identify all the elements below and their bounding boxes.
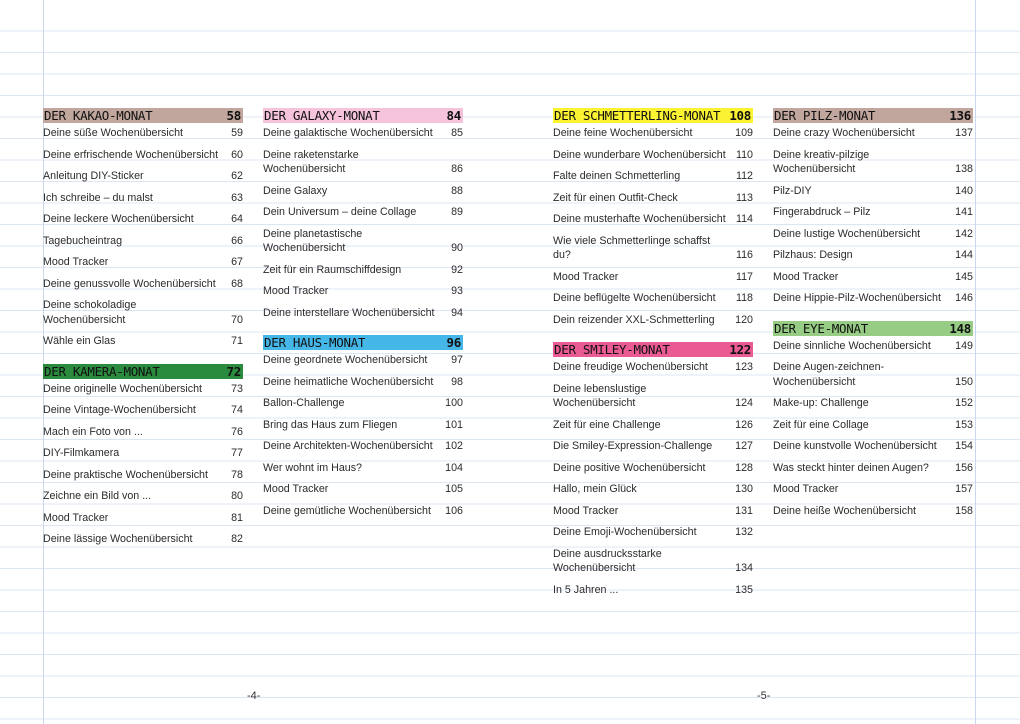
entry-page-number: 67 bbox=[231, 256, 243, 268]
section-header bbox=[773, 321, 973, 336]
entry-page-number: 153 bbox=[955, 418, 973, 431]
toc-column-1 bbox=[43, 108, 243, 562]
section-title: DER HAUS-MONAT bbox=[264, 335, 366, 350]
section-title: DER PILZ-MONAT bbox=[774, 108, 876, 123]
entry-page-number: 132 bbox=[735, 526, 753, 538]
toc-entry bbox=[43, 212, 243, 227]
entry-title: Deine Vintage-Wochenübersicht bbox=[43, 404, 196, 416]
entry-page-number: 120 bbox=[735, 313, 753, 326]
entry-title: Zeit für eine Collage bbox=[773, 418, 869, 431]
toc-entry bbox=[263, 482, 463, 497]
entry-title: Zeit für einen Outfit-Check bbox=[553, 191, 678, 204]
entry-page-number: 128 bbox=[735, 461, 753, 474]
toc-entry bbox=[43, 169, 243, 184]
toc-entry bbox=[43, 334, 243, 349]
entry-page-number: 93 bbox=[451, 285, 463, 297]
entry-title: Deine Architekten-Wochenübersicht bbox=[263, 440, 433, 452]
entry-title: Die Smiley-Expression-Challenge bbox=[553, 440, 713, 452]
toc-entry bbox=[553, 525, 753, 540]
entry-title: Mood Tracker bbox=[773, 483, 839, 495]
toc-entry bbox=[773, 482, 973, 497]
toc-entry bbox=[263, 461, 463, 476]
entry-title: DIY-Filmkamera bbox=[43, 447, 120, 459]
entry-title: Fingerabdruck – Pilz bbox=[773, 206, 871, 218]
entry-page-number: 126 bbox=[735, 418, 753, 431]
entry-page-number: 134 bbox=[735, 562, 753, 574]
entry-page-number: 140 bbox=[955, 184, 973, 197]
toc-entry bbox=[263, 504, 463, 519]
entry-title: Dein reizender XXL-Schmetterling bbox=[553, 313, 715, 326]
entry-page-number: 102 bbox=[445, 440, 463, 452]
entry-title: Falte deinen Schmetterling bbox=[553, 170, 681, 182]
entry-page-number: 157 bbox=[955, 483, 973, 495]
entry-page-number: 71 bbox=[231, 335, 243, 347]
toc-entry bbox=[263, 227, 463, 256]
entry-title: Deine beflügelte Wochenübersicht bbox=[553, 292, 716, 304]
toc-entry bbox=[263, 205, 463, 220]
entry-page-number: 150 bbox=[955, 375, 973, 388]
entry-page-number: 86 bbox=[451, 163, 463, 175]
toc-entry bbox=[43, 191, 243, 206]
entry-title: Deine galaktische Wochenübersicht bbox=[263, 127, 433, 139]
entry-title: Deine genussvolle Wochenübersicht bbox=[43, 277, 216, 290]
entry-page-number: 82 bbox=[231, 533, 243, 545]
entry-title: Deine interstellare Wochenübersicht bbox=[263, 306, 435, 319]
entry-page-number: 131 bbox=[735, 504, 753, 517]
section-header bbox=[773, 108, 973, 123]
entry-title: Deine ausdrucksstarke Wochenübersicht bbox=[553, 547, 662, 574]
entry-title: Mood Tracker bbox=[43, 511, 109, 524]
entry-title: Mood Tracker bbox=[263, 483, 329, 495]
entry-title: Deine originelle Wochenübersicht bbox=[43, 382, 203, 395]
toc-entry bbox=[553, 461, 753, 476]
entry-title: Deine geordnete Wochenübersicht bbox=[263, 354, 428, 366]
entry-title: Deine heimatliche Wochenübersicht bbox=[263, 375, 434, 388]
entry-page-number: 101 bbox=[445, 418, 463, 431]
toc-section bbox=[263, 335, 463, 518]
section-page-number: 148 bbox=[949, 320, 971, 336]
entry-page-number: 106 bbox=[445, 504, 463, 517]
entry-title: Deine positive Wochenübersicht bbox=[553, 461, 706, 474]
toc-entry bbox=[43, 532, 243, 547]
toc-entry bbox=[43, 148, 243, 163]
toc-section bbox=[553, 342, 753, 597]
entry-page-number: 117 bbox=[735, 270, 753, 283]
entry-title: Deine gemütliche Wochenübersicht bbox=[263, 504, 431, 517]
entry-page-number: 68 bbox=[231, 277, 243, 290]
toc-entry bbox=[553, 418, 753, 433]
entry-title: Mood Tracker bbox=[553, 504, 619, 517]
toc-entry bbox=[263, 375, 463, 390]
toc-entry bbox=[773, 461, 973, 476]
entry-title: Tagebucheintrag bbox=[43, 234, 123, 247]
entry-title: Wie viele Schmetterlinge schaffst du? bbox=[553, 234, 711, 261]
entry-title: Hallo, mein Glück bbox=[553, 483, 637, 495]
entry-title: Deine praktische Wochenübersicht bbox=[43, 468, 208, 481]
entry-title: Deine erfrischende Wochenübersicht bbox=[43, 148, 219, 161]
entry-page-number: 77 bbox=[231, 447, 243, 459]
entry-title: Deine Augen-zeichnen-Wochenübersicht bbox=[773, 361, 885, 388]
toc-column-3 bbox=[553, 108, 753, 612]
toc-entry bbox=[553, 126, 753, 141]
toc-section bbox=[43, 108, 243, 349]
toc-column-2 bbox=[263, 108, 463, 533]
entry-page-number: 142 bbox=[955, 227, 973, 240]
entry-page-number: 109 bbox=[735, 127, 753, 139]
entry-page-number: 85 bbox=[451, 127, 463, 139]
toc-entry bbox=[773, 504, 973, 519]
section-page-number: 108 bbox=[729, 108, 751, 123]
entry-title: Dein Universum – deine Collage bbox=[263, 206, 417, 218]
entry-title: Wer wohnt im Haus? bbox=[263, 461, 362, 474]
entry-page-number: 70 bbox=[231, 313, 243, 326]
toc-entry bbox=[773, 291, 973, 306]
entry-title: Ich schreibe – du malst bbox=[43, 191, 153, 204]
entry-page-number: 154 bbox=[955, 440, 973, 452]
entry-page-number: 89 bbox=[451, 206, 463, 218]
toc-entry bbox=[773, 339, 973, 354]
toc-entry bbox=[773, 360, 973, 389]
page-number-right: -5- bbox=[757, 690, 771, 702]
entry-title: Deine raketenstarke Wochenübersicht bbox=[263, 148, 359, 175]
toc-entry bbox=[553, 291, 753, 306]
entry-page-number: 156 bbox=[955, 461, 973, 474]
entry-title: Zeichne ein Bild von ... bbox=[43, 490, 152, 502]
entry-title: Deine Hippie-Pilz-Wochenübersicht bbox=[773, 292, 941, 304]
entry-page-number: 135 bbox=[735, 583, 753, 596]
toc-entry bbox=[553, 234, 753, 263]
toc-entry bbox=[773, 439, 973, 454]
entry-page-number: 127 bbox=[735, 440, 753, 452]
entry-page-number: 113 bbox=[735, 191, 753, 204]
section-header bbox=[263, 335, 463, 350]
entry-page-number: 158 bbox=[955, 504, 973, 517]
section-page-number: 84 bbox=[446, 108, 461, 123]
toc-section bbox=[773, 108, 973, 306]
entry-page-number: 112 bbox=[735, 170, 753, 182]
entry-page-number: 66 bbox=[231, 234, 243, 247]
toc-section bbox=[263, 108, 463, 320]
entry-title: Pilz-DIY bbox=[773, 184, 812, 197]
toc-entry bbox=[43, 425, 243, 440]
entry-title: Deine lässige Wochenübersicht bbox=[43, 533, 193, 545]
toc-entry bbox=[773, 270, 973, 285]
entry-title: Zeit für ein Raumschiffdesign bbox=[263, 263, 402, 276]
entry-page-number: 137 bbox=[955, 127, 973, 139]
entry-title: Deine kreativ-pilzige Wochenübersicht bbox=[773, 148, 870, 175]
entry-page-number: 110 bbox=[735, 148, 753, 161]
toc-entry bbox=[43, 277, 243, 292]
entry-title: Deine süße Wochenübersicht bbox=[43, 127, 184, 139]
toc-entry bbox=[553, 382, 753, 411]
section-title: DER SMILEY-MONAT bbox=[554, 342, 670, 357]
right-margin-line bbox=[975, 0, 976, 724]
toc-entry bbox=[43, 382, 243, 397]
entry-page-number: 62 bbox=[231, 170, 243, 182]
toc-entry bbox=[553, 482, 753, 497]
entry-page-number: 104 bbox=[445, 461, 463, 474]
section-page-number: 96 bbox=[446, 335, 461, 350]
entry-page-number: 145 bbox=[955, 270, 973, 283]
entry-title: Deine planetastische Wochenübersicht bbox=[263, 227, 363, 254]
entry-page-number: 59 bbox=[231, 127, 243, 139]
toc-entry bbox=[773, 126, 973, 141]
toc-entry bbox=[553, 439, 753, 454]
entry-page-number: 124 bbox=[735, 397, 753, 409]
toc-entry bbox=[773, 205, 973, 220]
entry-page-number: 152 bbox=[955, 397, 973, 409]
toc-column-4 bbox=[773, 108, 973, 533]
entry-title: Deine wunderbare Wochenübersicht bbox=[553, 148, 726, 161]
toc-entry bbox=[43, 511, 243, 526]
toc-entry bbox=[263, 439, 463, 454]
entry-title: Wähle ein Glas bbox=[43, 335, 116, 347]
section-header bbox=[43, 364, 243, 379]
toc-entry bbox=[263, 306, 463, 321]
entry-title: Deine leckere Wochenübersicht bbox=[43, 213, 194, 225]
toc-entry bbox=[43, 468, 243, 483]
entry-title: Deine musterhafte Wochenübersicht bbox=[553, 213, 726, 225]
toc-entry bbox=[43, 403, 243, 418]
section-title: DER GALAXY-MONAT bbox=[264, 108, 380, 123]
section-title: DER SCHMETTERLING-MONAT bbox=[554, 108, 721, 123]
toc-entry bbox=[43, 489, 243, 504]
entry-title: Bring das Haus zum Fliegen bbox=[263, 418, 398, 431]
entry-title: Mood Tracker bbox=[263, 285, 329, 297]
section-page-number: 122 bbox=[729, 342, 751, 357]
entry-title: Ballon-Challenge bbox=[263, 397, 345, 409]
toc-entry bbox=[773, 184, 973, 199]
toc-entry bbox=[263, 148, 463, 177]
toc-entry bbox=[773, 148, 973, 177]
entry-title: Deine feine Wochenübersicht bbox=[553, 127, 693, 139]
toc-entry bbox=[43, 126, 243, 141]
toc-entry bbox=[263, 418, 463, 433]
toc-entry bbox=[773, 418, 973, 433]
entry-page-number: 78 bbox=[231, 468, 243, 481]
section-page-number: 136 bbox=[949, 108, 971, 123]
toc-entry bbox=[773, 227, 973, 242]
entry-page-number: 100 bbox=[445, 397, 463, 409]
section-title: DER KAKAO-MONAT bbox=[44, 108, 153, 123]
entry-title: Mood Tracker bbox=[553, 270, 619, 283]
entry-title: Deine heiße Wochenübersicht bbox=[773, 504, 916, 517]
toc-entry bbox=[553, 583, 753, 598]
entry-title: Deine schokoladige Wochenübersicht bbox=[43, 299, 137, 326]
entry-title: Pilzhaus: Design bbox=[773, 249, 853, 261]
entry-title: Zeit für eine Challenge bbox=[553, 418, 661, 431]
section-header bbox=[553, 342, 753, 357]
toc-section bbox=[553, 108, 753, 327]
entry-page-number: 73 bbox=[231, 382, 243, 395]
section-title: DER EYE-MONAT bbox=[774, 320, 868, 336]
entry-title: In 5 Jahren ... bbox=[553, 583, 619, 596]
entry-page-number: 118 bbox=[735, 292, 753, 304]
entry-page-number: 81 bbox=[231, 511, 243, 524]
entry-page-number: 149 bbox=[955, 339, 973, 352]
toc-entry bbox=[553, 148, 753, 163]
entry-title: Deine crazy Wochenübersicht bbox=[773, 127, 915, 139]
toc-entry bbox=[553, 191, 753, 206]
section-page-number: 58 bbox=[226, 108, 241, 123]
toc-section bbox=[773, 321, 973, 519]
toc-section bbox=[43, 364, 243, 547]
entry-page-number: 64 bbox=[231, 213, 243, 225]
section-title: DER KAMERA-MONAT bbox=[44, 363, 160, 379]
entry-page-number: 141 bbox=[955, 206, 973, 218]
entry-page-number: 97 bbox=[451, 354, 463, 366]
toc-entry bbox=[773, 396, 973, 411]
section-header bbox=[263, 108, 463, 123]
section-header bbox=[553, 108, 753, 123]
toc-entry bbox=[553, 212, 753, 227]
toc-entry bbox=[553, 547, 753, 576]
entry-page-number: 94 bbox=[451, 306, 463, 319]
toc-entry bbox=[43, 234, 243, 249]
toc-entry bbox=[43, 255, 243, 270]
page-number-left: -4- bbox=[247, 690, 261, 702]
entry-page-number: 74 bbox=[231, 404, 243, 416]
entry-page-number: 80 bbox=[231, 490, 243, 502]
toc-entry bbox=[263, 184, 463, 199]
entry-page-number: 88 bbox=[451, 184, 463, 197]
section-header bbox=[43, 108, 243, 123]
toc-entry bbox=[263, 353, 463, 368]
entry-page-number: 116 bbox=[735, 249, 753, 261]
toc-entry bbox=[553, 270, 753, 285]
entry-page-number: 92 bbox=[451, 263, 463, 276]
toc-entry bbox=[773, 248, 973, 263]
toc-entry bbox=[43, 298, 243, 327]
entry-page-number: 114 bbox=[735, 213, 753, 225]
entry-title: Mood Tracker bbox=[773, 270, 839, 283]
toc-entry bbox=[43, 446, 243, 461]
entry-title: Deine lustige Wochenübersicht bbox=[773, 227, 921, 240]
entry-title: Deine freudige Wochenübersicht bbox=[553, 361, 708, 373]
entry-title: Make-up: Challenge bbox=[773, 397, 869, 409]
entry-title: Deine sinnliche Wochenübersicht bbox=[773, 339, 931, 352]
entry-title: Deine Emoji-Wochenübersicht bbox=[553, 526, 697, 538]
entry-page-number: 90 bbox=[451, 242, 463, 254]
toc-entry bbox=[263, 396, 463, 411]
entry-page-number: 105 bbox=[445, 483, 463, 495]
entry-page-number: 123 bbox=[735, 361, 753, 373]
toc-entry bbox=[553, 504, 753, 519]
entry-title: Anleitung DIY-Sticker bbox=[43, 170, 144, 182]
entry-page-number: 144 bbox=[955, 249, 973, 261]
entry-page-number: 130 bbox=[735, 483, 753, 495]
toc-entry bbox=[263, 284, 463, 299]
entry-page-number: 98 bbox=[451, 375, 463, 388]
entry-title: Mach ein Foto von ... bbox=[43, 425, 143, 438]
entry-title: Deine kunstvolle Wochenübersicht bbox=[773, 440, 937, 452]
toc-entry bbox=[263, 126, 463, 141]
entry-title: Mood Tracker bbox=[43, 256, 109, 268]
entry-page-number: 76 bbox=[231, 425, 243, 438]
entry-title: Deine lebenslustige Wochenübersicht bbox=[553, 382, 647, 409]
entry-page-number: 63 bbox=[231, 191, 243, 204]
entry-page-number: 138 bbox=[955, 163, 973, 175]
entry-title: Was steckt hinter deinen Augen? bbox=[773, 461, 929, 474]
toc-entry bbox=[263, 263, 463, 278]
toc-entry bbox=[553, 360, 753, 375]
entry-page-number: 60 bbox=[231, 148, 243, 161]
entry-title: Deine Galaxy bbox=[263, 184, 328, 197]
toc-entry bbox=[553, 169, 753, 184]
toc-entry bbox=[553, 313, 753, 328]
section-page-number: 72 bbox=[226, 363, 241, 379]
entry-page-number: 146 bbox=[955, 292, 973, 304]
